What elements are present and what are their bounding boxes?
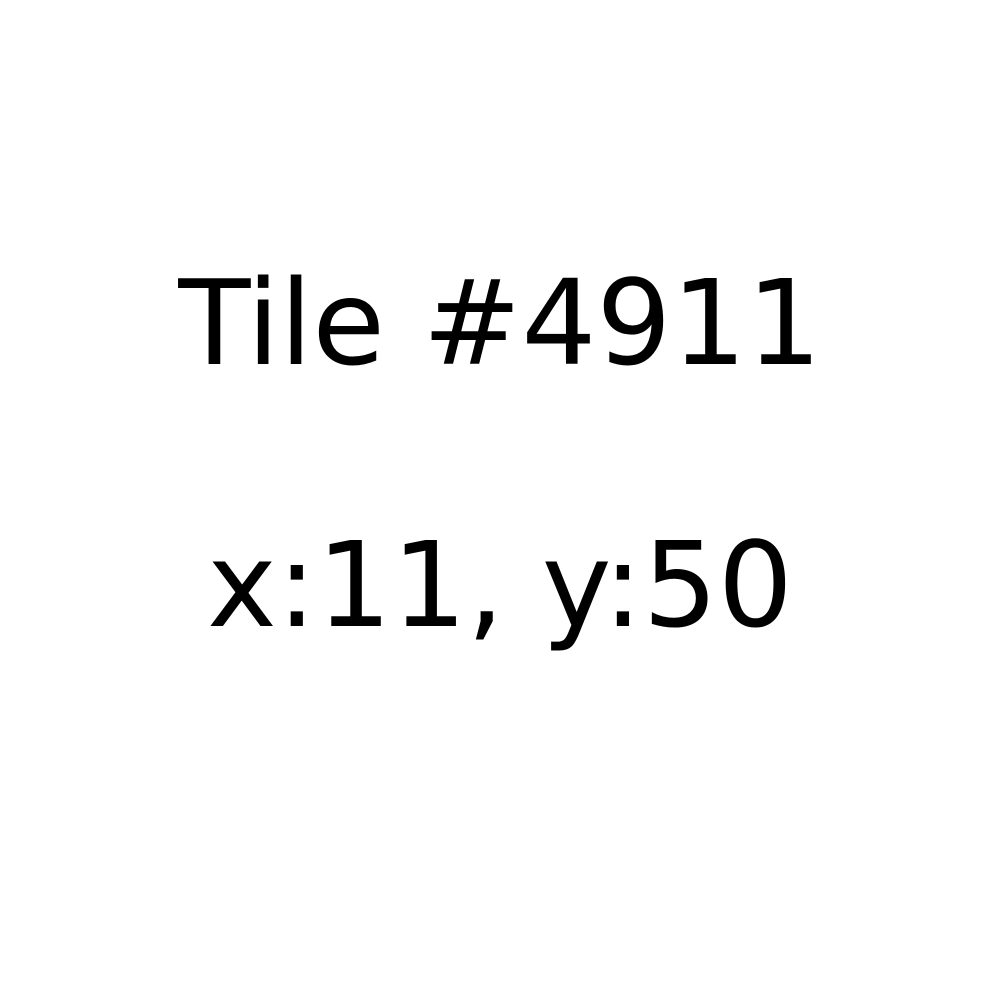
tile-coordinates: x:11, y:50 [207, 516, 793, 654]
tile-title: Tile #4911 [178, 254, 822, 392]
